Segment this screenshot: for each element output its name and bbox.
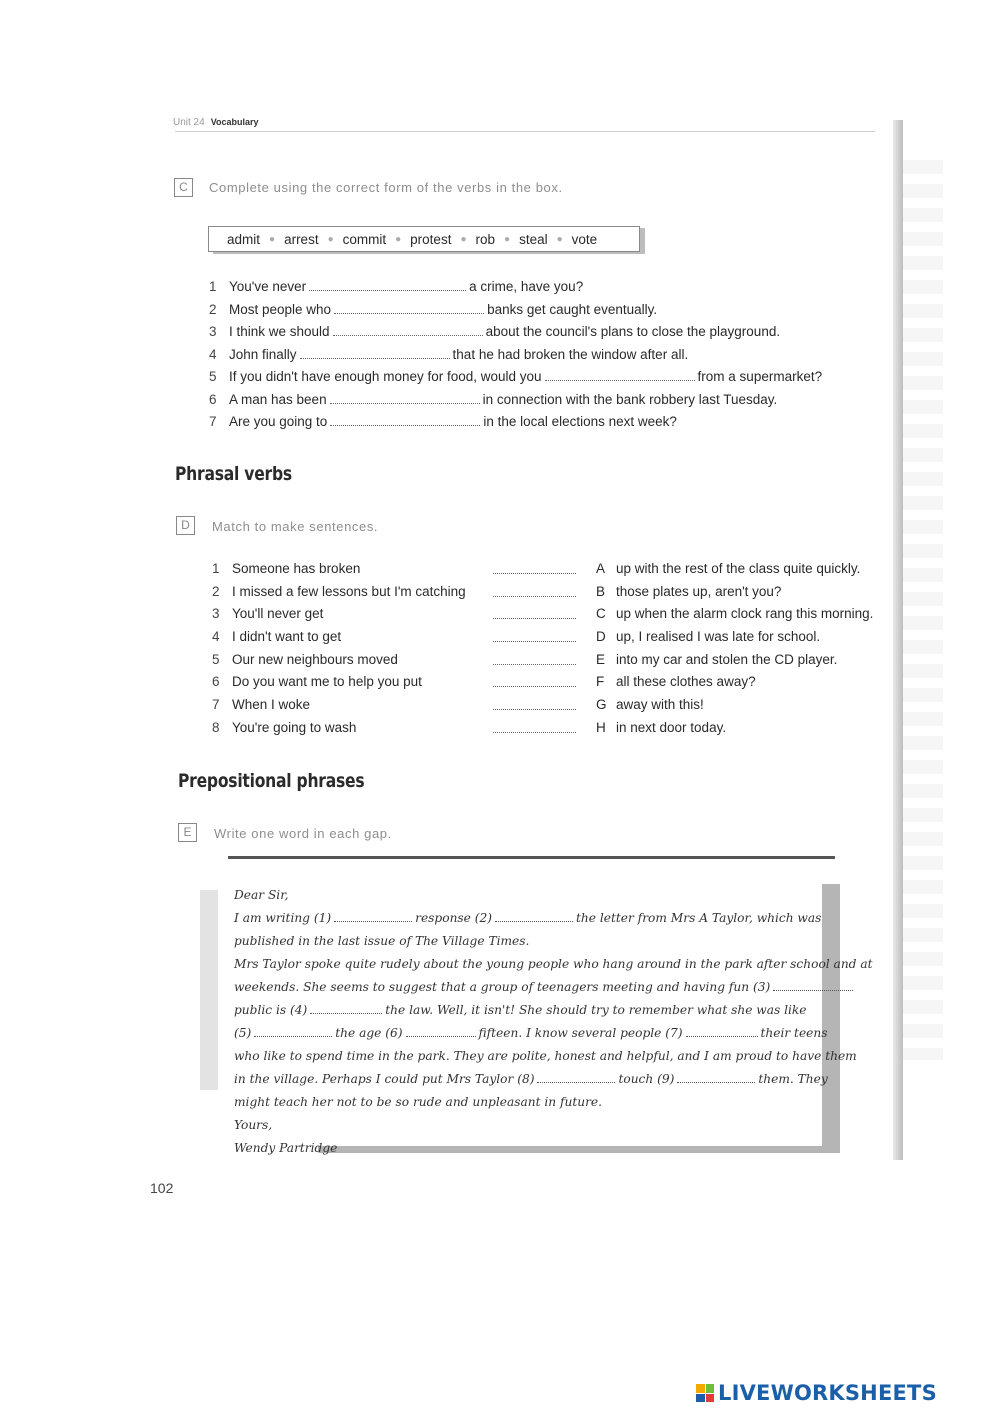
option-letter: F — [596, 674, 605, 690]
item-text: If you didn't have enough money for food, would you — [229, 369, 542, 384]
list-item — [209, 369, 822, 392]
list-item — [209, 324, 822, 347]
letter-line — [234, 907, 834, 930]
item-text: a crime, have you? — [469, 279, 584, 294]
bullet: ● — [504, 233, 511, 245]
answer-gap[interactable] — [493, 664, 576, 665]
item-text: You've never — [229, 279, 307, 294]
bullet: ● — [269, 233, 276, 245]
sentence-start: You'll never get — [232, 606, 324, 622]
letter-line — [234, 1091, 834, 1114]
item-text: Are you going to — [229, 414, 328, 429]
option-letter: C — [596, 606, 606, 622]
item-number: 5 — [212, 651, 220, 667]
option-letter: G — [596, 697, 607, 713]
option-letter: H — [596, 719, 606, 735]
item-text: A man has been — [229, 391, 327, 407]
answer-gap[interactable] — [493, 732, 576, 733]
sentence-end: all these clothes away? — [616, 674, 756, 690]
letter-fragment: the age (6) — [335, 1026, 403, 1040]
word-arrest: arrest — [284, 231, 319, 247]
item-number: 4 — [209, 346, 217, 362]
answer-gap[interactable] — [493, 641, 576, 642]
letter-fragment: (5) — [234, 1026, 252, 1040]
gap-7[interactable] — [686, 1026, 758, 1037]
item-number: 2 — [209, 301, 217, 317]
letter-fragment: Dear Sir, — [234, 888, 289, 902]
letter-fragment: Mrs Taylor spoke quite rudely about the young people who hang around in the park after school and at — [234, 957, 873, 971]
list-item — [209, 414, 822, 437]
sentence-start: Do you want me to help you put — [232, 674, 422, 690]
letter-line — [234, 884, 834, 907]
answer-gap[interactable] — [545, 370, 695, 381]
verb-word-box — [208, 226, 640, 252]
letter-fragment: the law. Well, it isn't! She should try to remember what she was like — [385, 1003, 807, 1017]
gap-2[interactable] — [495, 911, 573, 922]
gap-6[interactable] — [406, 1026, 476, 1037]
item-text: from a supermarket? — [697, 369, 823, 384]
exercise-c-badge: C — [174, 178, 193, 197]
bullet: ● — [327, 233, 334, 245]
item-text: in the local elections next week? — [483, 414, 677, 429]
section-label: Vocabulary — [210, 117, 259, 127]
answer-gap[interactable] — [493, 573, 576, 574]
letter-fragment: their teens — [760, 1026, 828, 1040]
sentence-end: up, I realised I was late for school. — [616, 629, 821, 645]
sentence-end: into my car and stolen the CD player. — [616, 651, 838, 667]
liveworksheets-logo-icon — [696, 1384, 714, 1402]
sentence-end: those plates up, aren't you? — [616, 583, 782, 599]
exercise-e-instruction: Write one word in each gap. — [214, 826, 392, 841]
letter-line — [234, 953, 873, 976]
answer-gap[interactable] — [300, 348, 450, 359]
sentence-start: You're going to wash — [232, 719, 357, 735]
match-row — [212, 697, 902, 720]
sentence-start: Our new neighbours moved — [232, 651, 398, 667]
item-number: 5 — [209, 369, 217, 384]
match-row — [212, 674, 902, 697]
option-letter: A — [596, 561, 606, 576]
item-text: I think we should — [229, 324, 330, 339]
sentence-end: away with this! — [616, 697, 704, 713]
option-letter: D — [596, 629, 606, 645]
item-number: 2 — [212, 583, 220, 599]
item-text: about the council's plans to close the playground. — [485, 324, 781, 339]
gap-4[interactable] — [310, 1003, 382, 1014]
letter-fragment: in the village. Perhaps I could put Mrs Taylor (8) — [234, 1072, 535, 1086]
running-header — [173, 117, 259, 128]
item-text: in connection with the bank robbery last Tuesday. — [482, 391, 778, 407]
letter-fragment: might teach her not to be so rude and unpleasant in future. — [234, 1095, 602, 1109]
answer-gap[interactable] — [493, 709, 576, 710]
answer-gap[interactable] — [334, 303, 484, 314]
answer-gap[interactable] — [493, 596, 576, 597]
gap-3[interactable] — [773, 980, 853, 991]
item-number: 7 — [212, 697, 220, 713]
exercise-e-badge: E — [178, 823, 197, 842]
letter-fragment: touch (9) — [618, 1072, 675, 1086]
letter-line — [234, 1114, 834, 1137]
letter-line — [234, 999, 834, 1022]
letter-fragment: I am writing (1) — [234, 911, 332, 925]
letter-fragment: response (2) — [415, 911, 493, 925]
letter-frame-top — [228, 856, 835, 859]
answer-gap[interactable] — [309, 280, 466, 291]
bullet: ● — [395, 233, 402, 245]
match-row — [212, 720, 902, 743]
list-item — [209, 302, 822, 325]
option-letter: E — [596, 651, 606, 667]
sentence-end: in next door today. — [616, 719, 727, 735]
word-steal: steal — [519, 231, 548, 247]
item-number: 8 — [212, 719, 220, 735]
item-number: 7 — [209, 414, 217, 429]
brand-text: LIVEWORKSHEETS — [718, 1381, 937, 1405]
sentence-start: When I woke — [232, 697, 311, 713]
letter-line — [234, 976, 834, 999]
item-text: John finally — [229, 346, 297, 362]
gap-1[interactable] — [334, 911, 412, 922]
letter-fragment: published in the last issue of The Village Times. — [234, 934, 530, 948]
gap-8[interactable] — [537, 1072, 615, 1083]
exercise-d-instruction: Match to make sentences. — [212, 519, 379, 534]
bullet: ● — [556, 233, 563, 245]
letter-fragment: Wendy Partridge — [234, 1141, 338, 1155]
letter-fragment: weekends. She seems to suggest that a group of teenagers meeting and having fun (3) — [234, 980, 771, 994]
letter-line — [234, 1022, 834, 1045]
sentence-start: I didn't want to get — [232, 629, 342, 645]
exercise-d-badge: D — [176, 516, 195, 535]
bullet: ● — [460, 233, 467, 245]
word-rob: rob — [475, 231, 496, 247]
exercise-c-instruction: Complete using the correct form of the verbs in the box. — [209, 180, 563, 195]
answer-gap[interactable] — [493, 618, 576, 619]
word-commit: commit — [342, 231, 387, 247]
answer-gap[interactable] — [330, 393, 480, 404]
letter-frame-left — [200, 890, 218, 1090]
letter-line — [234, 930, 834, 953]
answer-gap[interactable] — [330, 415, 480, 426]
list-item — [209, 347, 822, 370]
item-number: 1 — [209, 279, 217, 294]
item-number: 4 — [212, 629, 220, 645]
letter-fragment: them. They — [758, 1072, 828, 1086]
sentence-start: Someone has broken — [232, 561, 361, 576]
list-item — [209, 392, 822, 415]
phrasal-verbs-heading: Phrasal verbs — [175, 463, 292, 485]
letter-fragment: the letter from Mrs A Taylor, which was — [576, 911, 822, 925]
item-number: 3 — [209, 324, 217, 339]
unit-label: Unit 24 — [173, 117, 205, 128]
sentence-end: up when the alarm clock rang this morning. — [616, 606, 874, 622]
match-row — [212, 652, 902, 675]
letter-text — [234, 884, 873, 1160]
item-text: that he had broken the window after all. — [452, 346, 689, 362]
match-row — [212, 606, 902, 629]
match-row — [212, 629, 902, 652]
exercise-c-list — [209, 279, 822, 437]
item-text: Most people who — [229, 301, 332, 317]
page-number: 102 — [150, 1180, 174, 1196]
match-row — [212, 584, 902, 607]
option-letter: B — [596, 583, 606, 599]
item-number: 6 — [212, 674, 220, 690]
item-text: banks get caught eventually. — [487, 301, 658, 317]
liveworksheets-brand[interactable] — [696, 1381, 937, 1405]
word-vote: vote — [571, 231, 598, 247]
prepositional-phrases-heading: Prepositional phrases — [178, 770, 365, 792]
sentence-start: I missed a few lessons but I'm catching — [232, 583, 466, 599]
header-rule — [175, 131, 875, 132]
letter-fragment: Yours, — [234, 1118, 273, 1132]
sentence-end: up with the rest of the class quite quickly. — [616, 561, 861, 576]
list-item — [209, 279, 822, 302]
letter-fragment: public is (4) — [234, 1003, 308, 1017]
matching-exercise — [212, 561, 902, 743]
item-number: 3 — [212, 606, 220, 622]
item-number: 1 — [212, 561, 220, 576]
letter-fragment: fifteen. I know several people (7) — [478, 1026, 683, 1040]
letter-line — [234, 1068, 834, 1091]
letter-fragment: who like to spend time in the park. They are polite, honest and helpful, and I am proud to have them — [234, 1049, 857, 1063]
word-admit: admit — [227, 231, 261, 247]
gap-9[interactable] — [677, 1072, 755, 1083]
gap-5[interactable] — [254, 1026, 332, 1037]
word-protest: protest — [410, 231, 452, 247]
answer-gap[interactable] — [493, 686, 576, 687]
letter-line — [234, 1137, 834, 1160]
answer-gap[interactable] — [333, 325, 483, 336]
facing-page-bleed — [903, 160, 943, 1060]
match-row — [212, 561, 902, 584]
item-number: 6 — [209, 391, 217, 407]
letter-line — [234, 1045, 857, 1068]
